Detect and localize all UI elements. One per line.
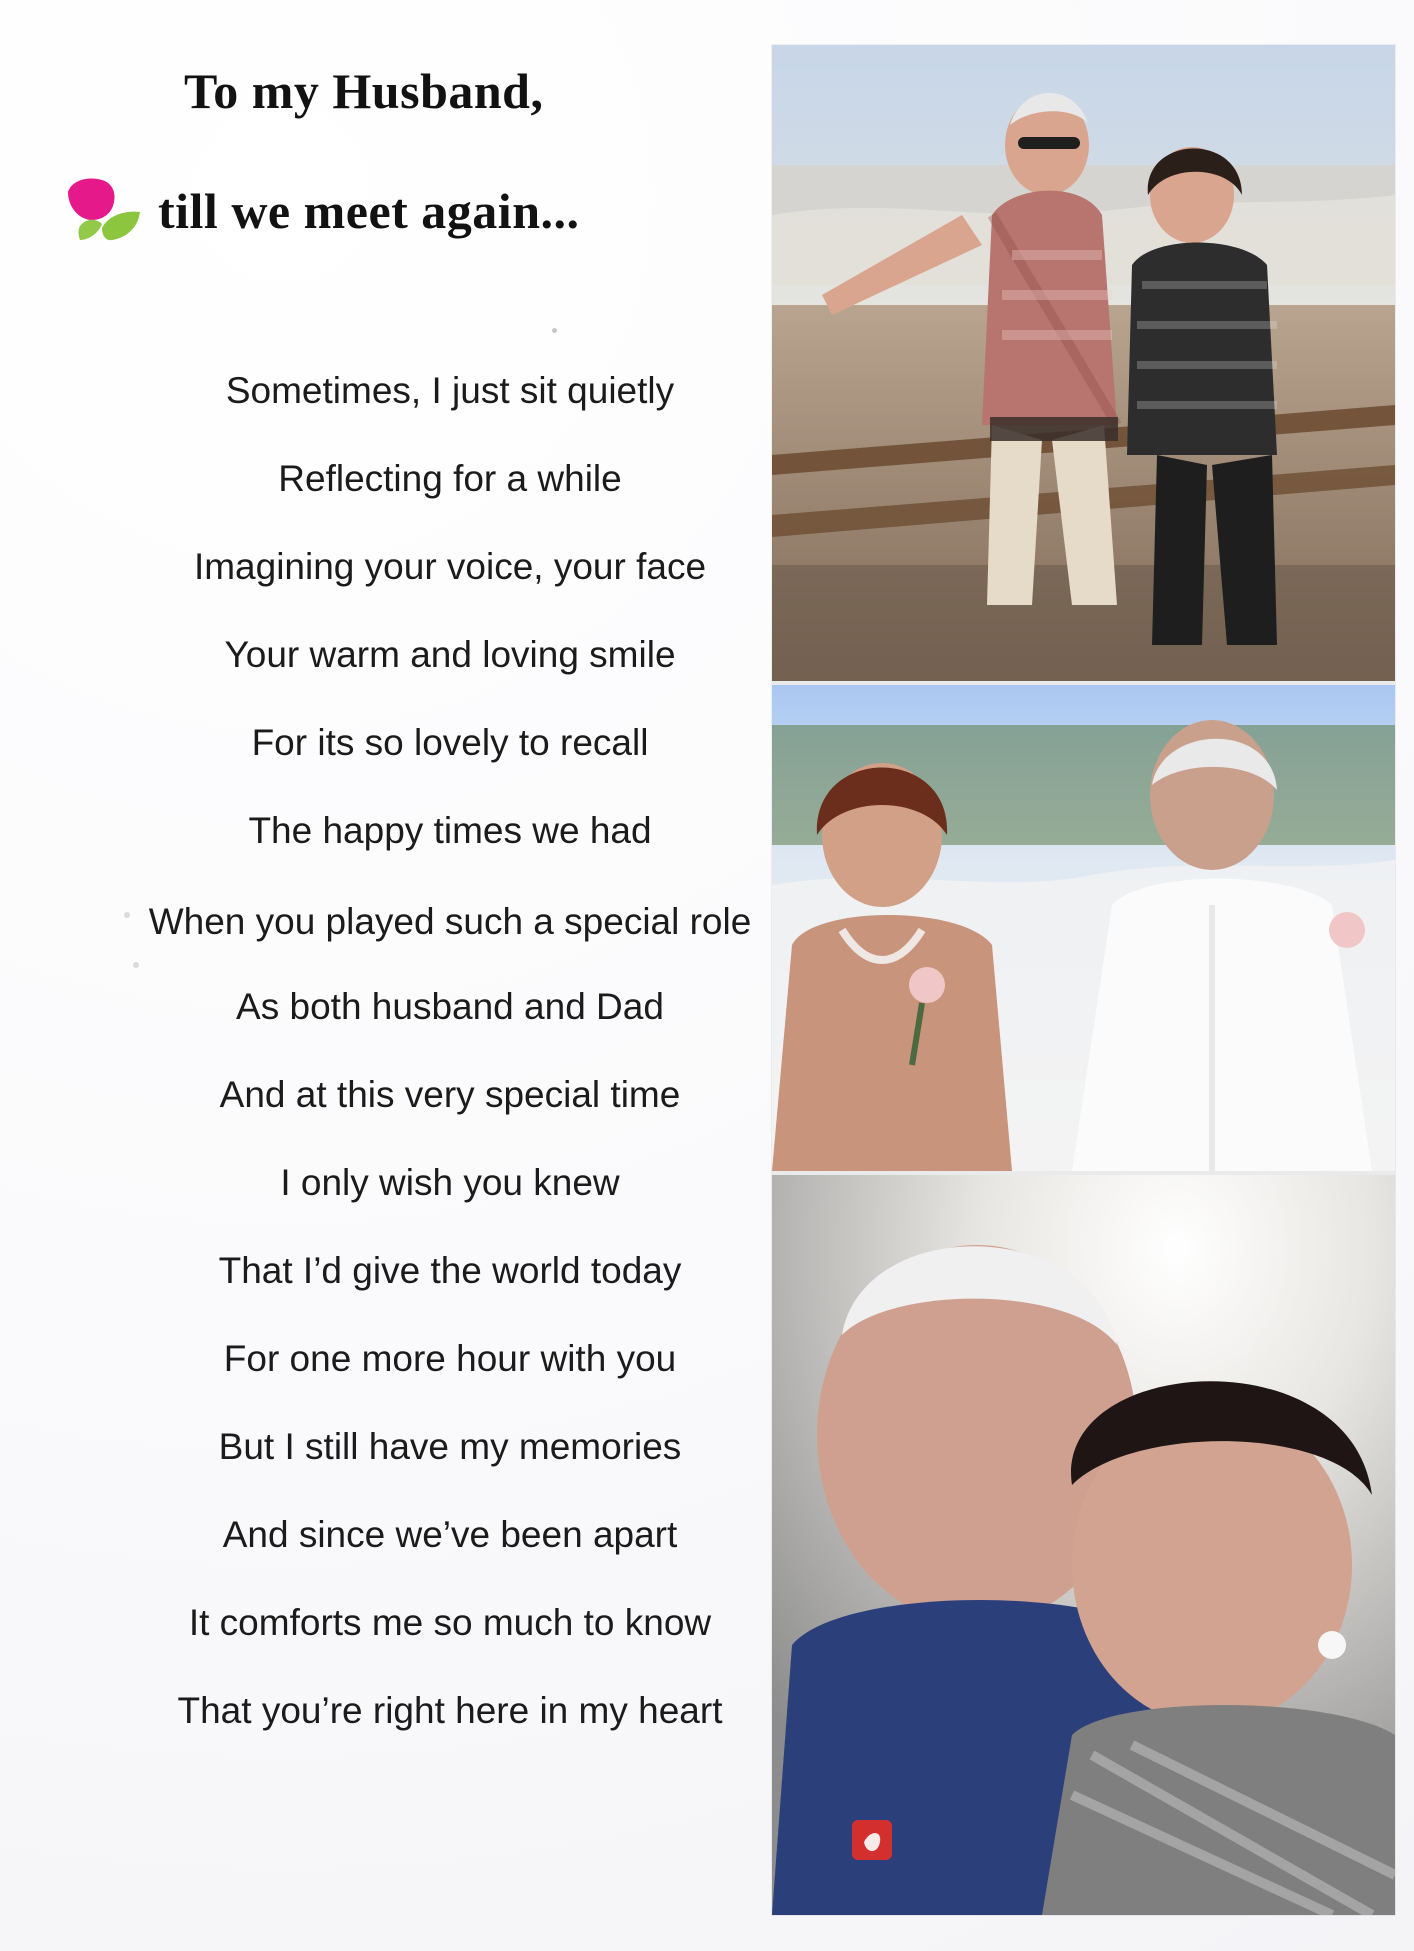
poem-line: But I still have my memories: [218, 1426, 682, 1467]
poem-line: Sometimes, I just sit quietly: [225, 370, 675, 411]
poem-line: As both husband and Dad: [236, 986, 664, 1027]
poem: [135, 366, 765, 1774]
photo-collage: [772, 45, 1395, 1915]
photo-beach-couple: [772, 45, 1395, 681]
page-subtitle: till we meet again...: [158, 183, 580, 239]
poem-line: I only wish you knew: [280, 1162, 620, 1203]
poem-line: It comforts me so much to know: [188, 1602, 712, 1643]
page-title: To my Husband,: [184, 63, 544, 119]
photo-event-couple: [772, 685, 1395, 1171]
poem-line: For its so lovely to recall: [251, 722, 649, 763]
poem-line: That you’re right here in my heart: [177, 1690, 723, 1731]
poem-line: And since we’ve been apart: [222, 1514, 678, 1555]
paper-speck: [552, 328, 557, 333]
subtitle-row: [62, 174, 580, 248]
poem-line: Your warm and loving smile: [224, 634, 676, 675]
poem-line: Reflecting for a while: [278, 458, 622, 499]
poem-line: For one more hour with you: [223, 1338, 677, 1379]
poem-line: Imagining your voice, your face: [193, 546, 707, 587]
poem-line: That I’d give the world today: [218, 1250, 682, 1291]
paper-speck: [124, 912, 130, 918]
photo-closeup-couple: [772, 1175, 1395, 1915]
poem-line: The happy times we had: [248, 810, 652, 851]
paper-speck: [133, 962, 139, 968]
poem-line: When you played such a special role: [148, 901, 752, 942]
leaf-ornament-icon: [62, 174, 148, 248]
poem-line: And at this very special time: [219, 1074, 681, 1115]
